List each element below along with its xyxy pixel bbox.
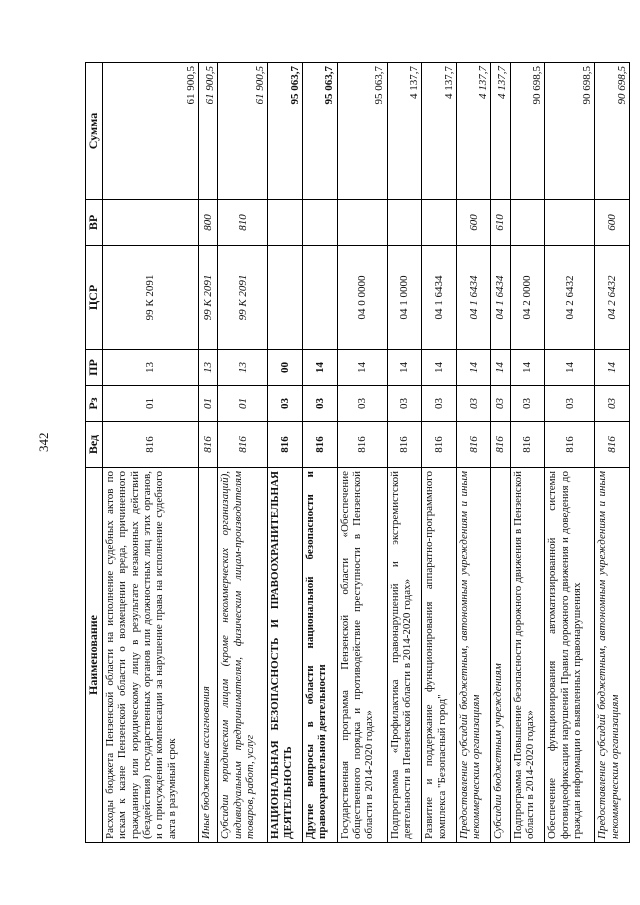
cell-csr: 04 2 6432 [595,246,630,350]
cell-pr: 14 [337,350,387,386]
cell-vr: 810 [218,200,268,246]
table-row [199,63,218,843]
cell-pr: 14 [545,350,595,386]
cell-vr: 600 [456,200,491,246]
cell-pr: 14 [595,350,630,386]
header-csr: ЦСР [86,246,103,350]
cell-ved: 816 [268,422,303,468]
header-name: Наименование [86,468,103,843]
cell-rz: 03 [422,386,457,422]
cell-vr [510,200,545,246]
cell-ved: 816 [456,422,491,468]
cell-vr [545,200,595,246]
table-row [491,63,510,843]
cell-rz: 03 [337,386,387,422]
cell-csr [303,246,338,350]
cell-rz: 03 [456,386,491,422]
cell-name: Подпрограмма «Повышение безопасности дорожного движения в Пензенской области в 2014-2020 годах» [510,468,545,843]
cell-vr: 610 [491,200,510,246]
cell-pr: 14 [387,350,422,386]
cell-ved: 816 [491,422,510,468]
rotated-page [85,63,630,843]
cell-name: Развитие и поддержание функционирования аппаратно-программного комплекса "Безопасный город" [422,468,457,843]
cell-rz: 01 [218,386,268,422]
cell-csr: 04 1 6434 [422,246,457,350]
cell-rz: 01 [103,386,199,422]
cell-sum: 95 063,7 [303,63,338,200]
cell-csr: 04 1 6434 [456,246,491,350]
cell-name: Государственная программа Пензенской области «Обеспечение общественного порядка и противодействие преступности в Пензенской области в 2014-2020 годах» [337,468,387,843]
cell-ved: 816 [387,422,422,468]
cell-ved: 816 [510,422,545,468]
cell-rz: 03 [491,386,510,422]
table-row [456,63,491,843]
cell-sum: 61 900,5 [218,63,268,200]
cell-vr [303,200,338,246]
page-number: 342 [36,432,51,452]
budget-table [85,62,630,843]
cell-name: Обеспечение функционирования автоматизированной системы фотовидеофиксации нарушений Правил дорожного движения и доведения до граждан информации о выявленных правонарушениях [545,468,595,843]
header-pr: ПР [86,350,103,386]
cell-rz: 03 [595,386,630,422]
table-row [337,63,387,843]
cell-csr: 04 2 6432 [545,246,595,350]
header-ved: Вед [86,422,103,468]
cell-ved: 816 [303,422,338,468]
cell-csr: 99 К 2091 [218,246,268,350]
header-sum: Сумма [86,63,103,200]
cell-vr [422,200,457,246]
cell-ved: 816 [595,422,630,468]
cell-sum: 90 698,5 [595,63,630,200]
cell-pr: 13 [218,350,268,386]
cell-pr: 14 [456,350,491,386]
header-row [86,63,103,843]
cell-sum: 61 900,5 [199,63,218,200]
table-row [303,63,338,843]
cell-csr: 99 К 2091 [103,246,199,350]
cell-sum: 90 698,5 [545,63,595,200]
cell-sum: 4 137,7 [456,63,491,200]
cell-rz: 03 [387,386,422,422]
table-row [545,63,595,843]
cell-vr [103,200,199,246]
cell-vr [268,200,303,246]
cell-ved: 816 [545,422,595,468]
cell-vr: 800 [199,200,218,246]
cell-ved: 816 [199,422,218,468]
cell-name: Другие вопросы в области национальной безопасности и правоохранительной деятельности [303,468,338,843]
table-row [510,63,545,843]
table-row [387,63,422,843]
cell-pr: 13 [199,350,218,386]
cell-rz: 01 [199,386,218,422]
cell-pr: 00 [268,350,303,386]
cell-sum: 90 698,5 [510,63,545,200]
cell-ved: 816 [337,422,387,468]
cell-name: Субсидии бюджетным учреждениям [491,468,510,843]
cell-ved: 816 [422,422,457,468]
cell-pr: 14 [422,350,457,386]
cell-csr: 04 0 0000 [337,246,387,350]
table-row [595,63,630,843]
cell-rz: 03 [545,386,595,422]
cell-name: Иные бюджетные ассигнования [199,468,218,843]
cell-rz: 03 [303,386,338,422]
cell-name: Предоставление субсидий бюджетным, автономным учреждениям и иным некоммерческим организациям [456,468,491,843]
cell-sum: 4 137,7 [491,63,510,200]
cell-sum: 61 900,5 [103,63,199,200]
cell-name: НАЦИОНАЛЬНАЯ БЕЗОПАСНОСТЬ И ПРАВООХРАНИТЕЛЬНАЯ ДЕЯТЕЛЬНОСТЬ [268,468,303,843]
cell-csr [268,246,303,350]
cell-csr: 99 К 2091 [199,246,218,350]
cell-vr: 600 [595,200,630,246]
cell-pr: 13 [103,350,199,386]
cell-pr: 14 [303,350,338,386]
cell-sum: 4 137,7 [422,63,457,200]
cell-rz: 03 [268,386,303,422]
table-row [268,63,303,843]
cell-sum: 95 063,7 [337,63,387,200]
cell-name: Подпрограмма «Профилактика правонарушений и экстремистской деятельности в Пензенской области в 2014-2020 годах» [387,468,422,843]
table-row [218,63,268,843]
cell-ved: 816 [218,422,268,468]
table-row [103,63,199,843]
cell-pr: 14 [510,350,545,386]
cell-sum: 95 063,7 [268,63,303,200]
cell-pr: 14 [491,350,510,386]
cell-csr: 04 1 0000 [387,246,422,350]
cell-name: Предоставление субсидий бюджетным, автономным учреждениям и иным некоммерческим организациям [595,468,630,843]
cell-ved: 816 [103,422,199,468]
header-rz: Рз [86,386,103,422]
table-row [422,63,457,843]
cell-csr: 04 1 6434 [491,246,510,350]
cell-csr: 04 2 0000 [510,246,545,350]
cell-vr [387,200,422,246]
cell-name: Субсидии юридическим лицам (кроме некоммерческих организаций), индивидуальным предпринимателям, физическим лицам-производителям товаров, работ, услуг [218,468,268,843]
cell-sum: 4 137,7 [387,63,422,200]
cell-rz: 03 [510,386,545,422]
cell-vr [337,200,387,246]
cell-name: Расходы бюджета Пензенской области на исполнение судебных актов по искам к казне Пензенской области о возмещении вреда, причиненного гражданину или юридическому лицу в результате незаконных действий (бездействия) государственных органов или должностных лиц этих органов, и о присуждении компенсации за нарушение права на исполнение судебного акта в разумный срок [103,468,199,843]
header-vr: ВР [86,200,103,246]
